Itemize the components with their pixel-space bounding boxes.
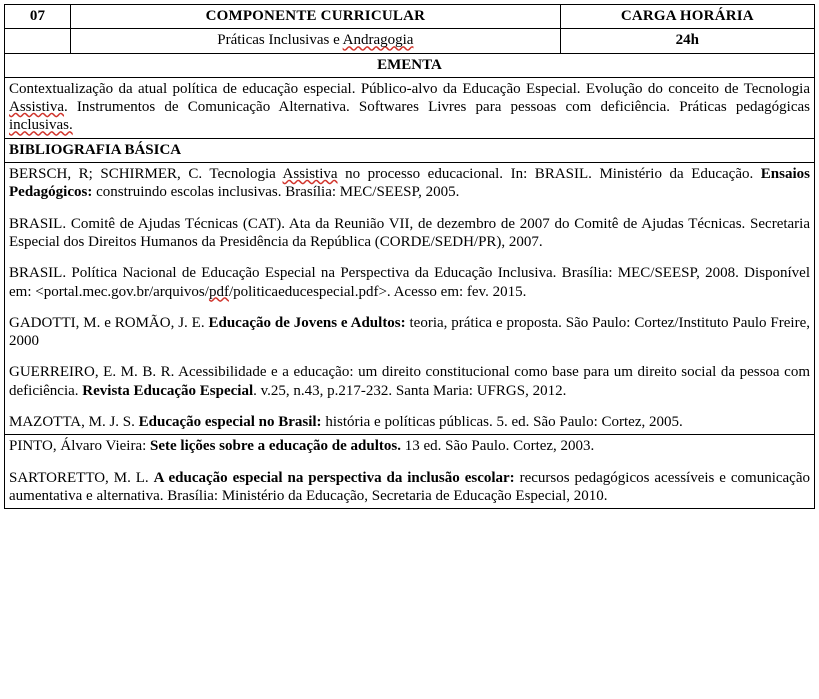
bibliography-entry-text: BRASIL. Comitê de Ajudas Técnicas (CAT). Ata da Reunião VII, de dezembro de 2007 do Comitê de Ajudas Técnicas. Secretaria Especial dos Direitos Humanos da Presidência da República (CORDE/SEDH/PR), 2007.	[9, 215, 810, 250]
component-code-cell: 07	[5, 5, 71, 29]
bibliography-entry	[9, 363, 810, 400]
bibliography-entry-text: PINTO, Álvaro Vieira:	[9, 438, 151, 455]
bibliography-entry-text: . v.25, n.43, p.217-232. Santa Maria: UFRGS, 2012.	[253, 382, 567, 399]
bibliography-entry-title: Educação de Jovens e Adultos:	[208, 314, 406, 331]
table-header-row	[5, 5, 815, 29]
table-subheader-row	[5, 29, 815, 53]
bibliography-entry	[9, 165, 810, 202]
ementa-flagged-word-assistiva: Assistiva	[9, 99, 65, 116]
bibliography-entry-text: recursos pedagógicos acessíveis e comunicação aumentativa e alternativa. Brasília: Ministério da Educação, Secretaria de Educação Especial, 2010.	[9, 469, 810, 504]
bibliography-entry-text: SARTORETTO, M. L.	[9, 469, 154, 486]
workload-value-cell: 24h	[560, 29, 814, 53]
bibliography-entry	[9, 437, 810, 455]
bibliography-entry	[9, 413, 810, 431]
bibliography-entry-text: história e políticas públicas. 5. ed. São Paulo: Cortez, 2005.	[321, 414, 683, 431]
bibliography-entry	[9, 469, 810, 506]
bibliography-entry-text: teoria, prática e proposta. São Paulo: Cortez/Instituto Paulo Freire, 2000	[9, 314, 810, 350]
ementa-text-part-2: . Instrumentos de Comunicação Alternativa. Softwares Livres para pessoas com deficiência. Práticas pedagógicas	[64, 99, 810, 116]
bibliography-entry-text: GUERREIRO, E. M. B. R. Acessibilidade e a educação: um direito constitucional como base para um direito social da pessoa com deficiência.	[9, 364, 810, 399]
workload-label-cell: CARGA HORÁRIA	[560, 5, 814, 29]
ementa-body	[5, 77, 815, 138]
bibliography-entry-text: GADOTTI, M. e ROMÃO, J. E.	[9, 314, 209, 331]
bibliography-entry-spacer	[9, 350, 810, 363]
component-name-flagged-word: Andragogia	[342, 32, 414, 49]
bibliography-entry	[9, 215, 810, 252]
ementa-title: EMENTA	[5, 53, 815, 77]
bibliography-entry-text: BERSCH, R; SCHIRMER, C. Tecnologia	[9, 166, 283, 183]
curricular-component-table	[4, 4, 815, 509]
bibliography-title-row	[5, 138, 815, 162]
bibliography-list	[9, 165, 810, 431]
bibliography-title: BIBLIOGRAFIA BÁSICA	[5, 138, 815, 162]
bibliography-entry-spacer	[9, 251, 810, 264]
bibliography-entry-title: Educação especial no Brasil:	[138, 414, 322, 431]
bibliography-entry-spacer	[9, 301, 810, 314]
bibliography-entry-text: MAZOTTA, M. J. S.	[9, 414, 139, 431]
ementa-flagged-word-inclusivas: inclusivas.	[9, 117, 73, 134]
bibliography-body-row-2	[5, 435, 815, 509]
ementa-text-part-1: Contextualização da atual política de educação especial. Público-alvo da Educação Especial. Evolução do conceito de Tecnologia	[9, 80, 810, 97]
bibliography-entry-title: Sete lições sobre a educação de adultos.	[150, 438, 401, 455]
bibliography-entry-title: Ensaios Pedagógicos:	[9, 166, 810, 201]
bibliography-body-row	[5, 163, 815, 435]
component-label-cell: COMPONENTE CURRICULAR	[71, 5, 561, 29]
bibliography-entry-text: 13 ed. São Paulo. Cortez, 2003.	[401, 438, 595, 455]
bibliography-entry-text: construindo escolas inclusivas. Brasília: MEC/SEESP, 2005.	[92, 184, 460, 201]
component-code-value	[5, 29, 71, 53]
bibliography-entry-text: BRASIL. Política Nacional de Educação Especial na Perspectiva da Educação Inclusiva. Brasília: MEC/SEESP, 2008. Disponível em: <portal.mec.gov.br/arquivos/	[9, 265, 810, 300]
component-name-cell	[71, 29, 561, 53]
bibliography-entry-title: Revista Educação Especial	[82, 382, 254, 399]
bibliography-entry-spacer	[9, 400, 810, 413]
bibliography-entry-spacer	[9, 202, 810, 215]
bibliography-list-continued	[9, 437, 810, 505]
ementa-title-row	[5, 53, 815, 77]
bibliography-entry-text: no processo educacional. In: BRASIL. Ministério da Educação.	[337, 166, 761, 183]
bibliography-flagged-word: Assistiva	[282, 166, 338, 183]
bibliography-entry-text: /politicaeducespecial.pdf>. Acesso em: fev. 2015.	[228, 283, 527, 300]
bibliography-entry	[9, 314, 810, 351]
bibliography-entry-title: A educação especial na perspectiva da inclusão escolar:	[153, 469, 515, 486]
bibliography-entries-block-2	[5, 435, 815, 509]
component-name-text: Práticas Inclusivas e	[217, 32, 343, 49]
bibliography-flagged-word: pdf	[208, 283, 229, 300]
bibliography-entry	[9, 264, 810, 301]
bibliography-entries-block-1	[5, 163, 815, 435]
ementa-body-row	[5, 77, 815, 138]
bibliography-entry-spacer	[9, 456, 810, 469]
